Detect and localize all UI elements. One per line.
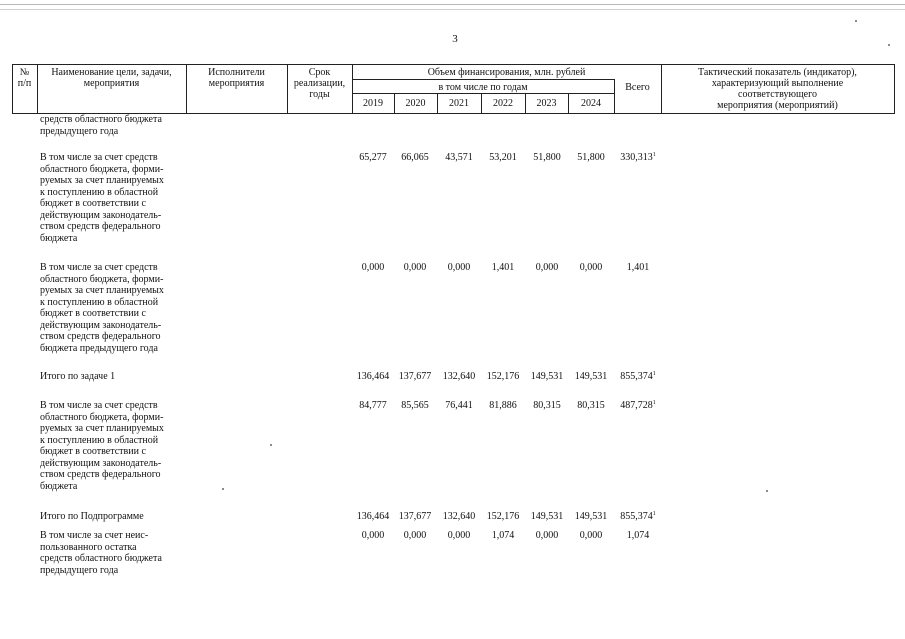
scan-speck xyxy=(888,44,890,46)
header-indicator: Тактический показатель (индикатор), характеризующий выполнение соответствующего мероприятия (мероприятий) xyxy=(698,67,857,111)
value-2024: 80,315 xyxy=(577,400,605,411)
scan-speck xyxy=(766,490,768,492)
value-total xyxy=(614,530,662,541)
value-2019: 136,464 xyxy=(356,511,390,522)
row-description: средств областного бюджета предыдущего года xyxy=(40,114,162,137)
value-2023: 0,000 xyxy=(535,262,559,273)
header-name: Наименование цели, задачи, мероприятия xyxy=(51,67,172,89)
footnote-mark: 1 xyxy=(652,371,656,377)
value-2022: 53,201 xyxy=(489,152,517,163)
value-2020: 137,677 xyxy=(398,511,432,522)
value-2024: 0,000 xyxy=(579,530,603,541)
value-2023: 149,531 xyxy=(530,371,564,382)
header-year: 2020 xyxy=(405,98,426,109)
value-2021: 0,000 xyxy=(447,262,471,273)
value-2020: 0,000 xyxy=(403,530,427,541)
total-text: 855,374 xyxy=(620,371,653,382)
footnote-mark: 1 xyxy=(652,152,656,158)
value-2019: 65,277 xyxy=(359,152,387,163)
value-2022: 1,401 xyxy=(491,262,515,273)
value-total xyxy=(614,511,662,522)
value-2022: 152,176 xyxy=(486,371,520,382)
value-2021: 132,640 xyxy=(442,371,476,382)
value-2021: 43,571 xyxy=(445,152,473,163)
header-executors: Исполнители мероприятия xyxy=(208,67,265,89)
value-2023: 0,000 xyxy=(535,530,559,541)
top-border-line xyxy=(0,9,905,10)
header-num: № п/п xyxy=(17,67,32,89)
value-2023: 80,315 xyxy=(533,400,561,411)
value-2024: 51,800 xyxy=(577,152,605,163)
value-2020: 85,565 xyxy=(401,400,429,411)
value-2022: 81,886 xyxy=(489,400,517,411)
value-2024: 0,000 xyxy=(579,262,603,273)
value-2020: 0,000 xyxy=(403,262,427,273)
header-total: Всего xyxy=(625,82,650,93)
header-by-years: в том числе по годам xyxy=(438,82,528,93)
value-2021: 0,000 xyxy=(447,530,471,541)
value-2022: 1,074 xyxy=(491,530,515,541)
footnote-mark: 1 xyxy=(652,511,656,517)
table-top-border xyxy=(12,64,894,65)
value-2022: 152,176 xyxy=(486,511,520,522)
row-description: В том числе за счет неис- пользованного остатка средств областного бюджета предыдущего года xyxy=(40,530,162,576)
total-text: 330,313 xyxy=(620,152,653,163)
col-border xyxy=(894,64,895,114)
value-2023: 149,531 xyxy=(530,511,564,522)
header-term: Срок реализации, годы xyxy=(293,67,346,100)
total-text: 855,374 xyxy=(620,511,653,522)
row-description: В том числе за счет средств областного бюджета, форми- руемых за счет планируемых к поступлению в областной бюджет в соответствии с действующим законодатель- ством средств федерального бюджета предыдущего года xyxy=(40,262,164,354)
header-year: 2023 xyxy=(536,98,557,109)
row-description: В том числе за счет средств областного бюджета, форми- руемых за счет планируемых к поступлению в областной бюджет в соответствии с действующим законодатель- ством средств федерального бюджета xyxy=(40,152,164,244)
value-2023: 51,800 xyxy=(533,152,561,163)
scan-speck xyxy=(222,488,224,490)
header-sub-border xyxy=(352,79,614,80)
value-total xyxy=(614,371,662,382)
value-2021: 76,441 xyxy=(445,400,473,411)
value-2021: 132,640 xyxy=(442,511,476,522)
value-2024: 149,531 xyxy=(574,511,608,522)
footnote-mark: 1 xyxy=(652,400,656,406)
row-description: Итого по задаче 1 xyxy=(40,371,116,382)
value-total xyxy=(614,152,662,163)
scan-speck xyxy=(855,20,857,22)
header-years-border xyxy=(352,93,614,94)
total-text: 1,074 xyxy=(626,530,650,541)
row-description: Итого по Подпрограмме xyxy=(40,511,144,522)
value-2020: 137,677 xyxy=(398,371,432,382)
value-2019: 136,464 xyxy=(356,371,390,382)
header-year: 2024 xyxy=(581,98,601,109)
header-funding: Объем финансирования, млн. рублей xyxy=(427,67,586,78)
header-year: 2021 xyxy=(449,98,469,109)
value-2019: 0,000 xyxy=(361,262,385,273)
top-border-line xyxy=(0,4,905,5)
value-2020: 66,065 xyxy=(401,152,429,163)
value-total xyxy=(614,400,662,411)
value-total xyxy=(614,262,662,273)
header-year: 2022 xyxy=(493,98,513,109)
value-2019: 0,000 xyxy=(361,530,385,541)
total-text: 1,401 xyxy=(626,262,650,273)
row-description: В том числе за счет средств областного бюджета, форми- руемых за счет планируемых к поступлению в областной бюджет в соответствии с действующим законодатель- ством средств федерального бюджета xyxy=(40,400,164,492)
header-year: 2019 xyxy=(363,98,383,109)
scan-speck xyxy=(270,444,272,446)
total-text: 487,728 xyxy=(620,400,653,411)
page-number: 3 xyxy=(452,33,458,45)
value-2024: 149,531 xyxy=(574,371,608,382)
value-2019: 84,777 xyxy=(359,400,387,411)
